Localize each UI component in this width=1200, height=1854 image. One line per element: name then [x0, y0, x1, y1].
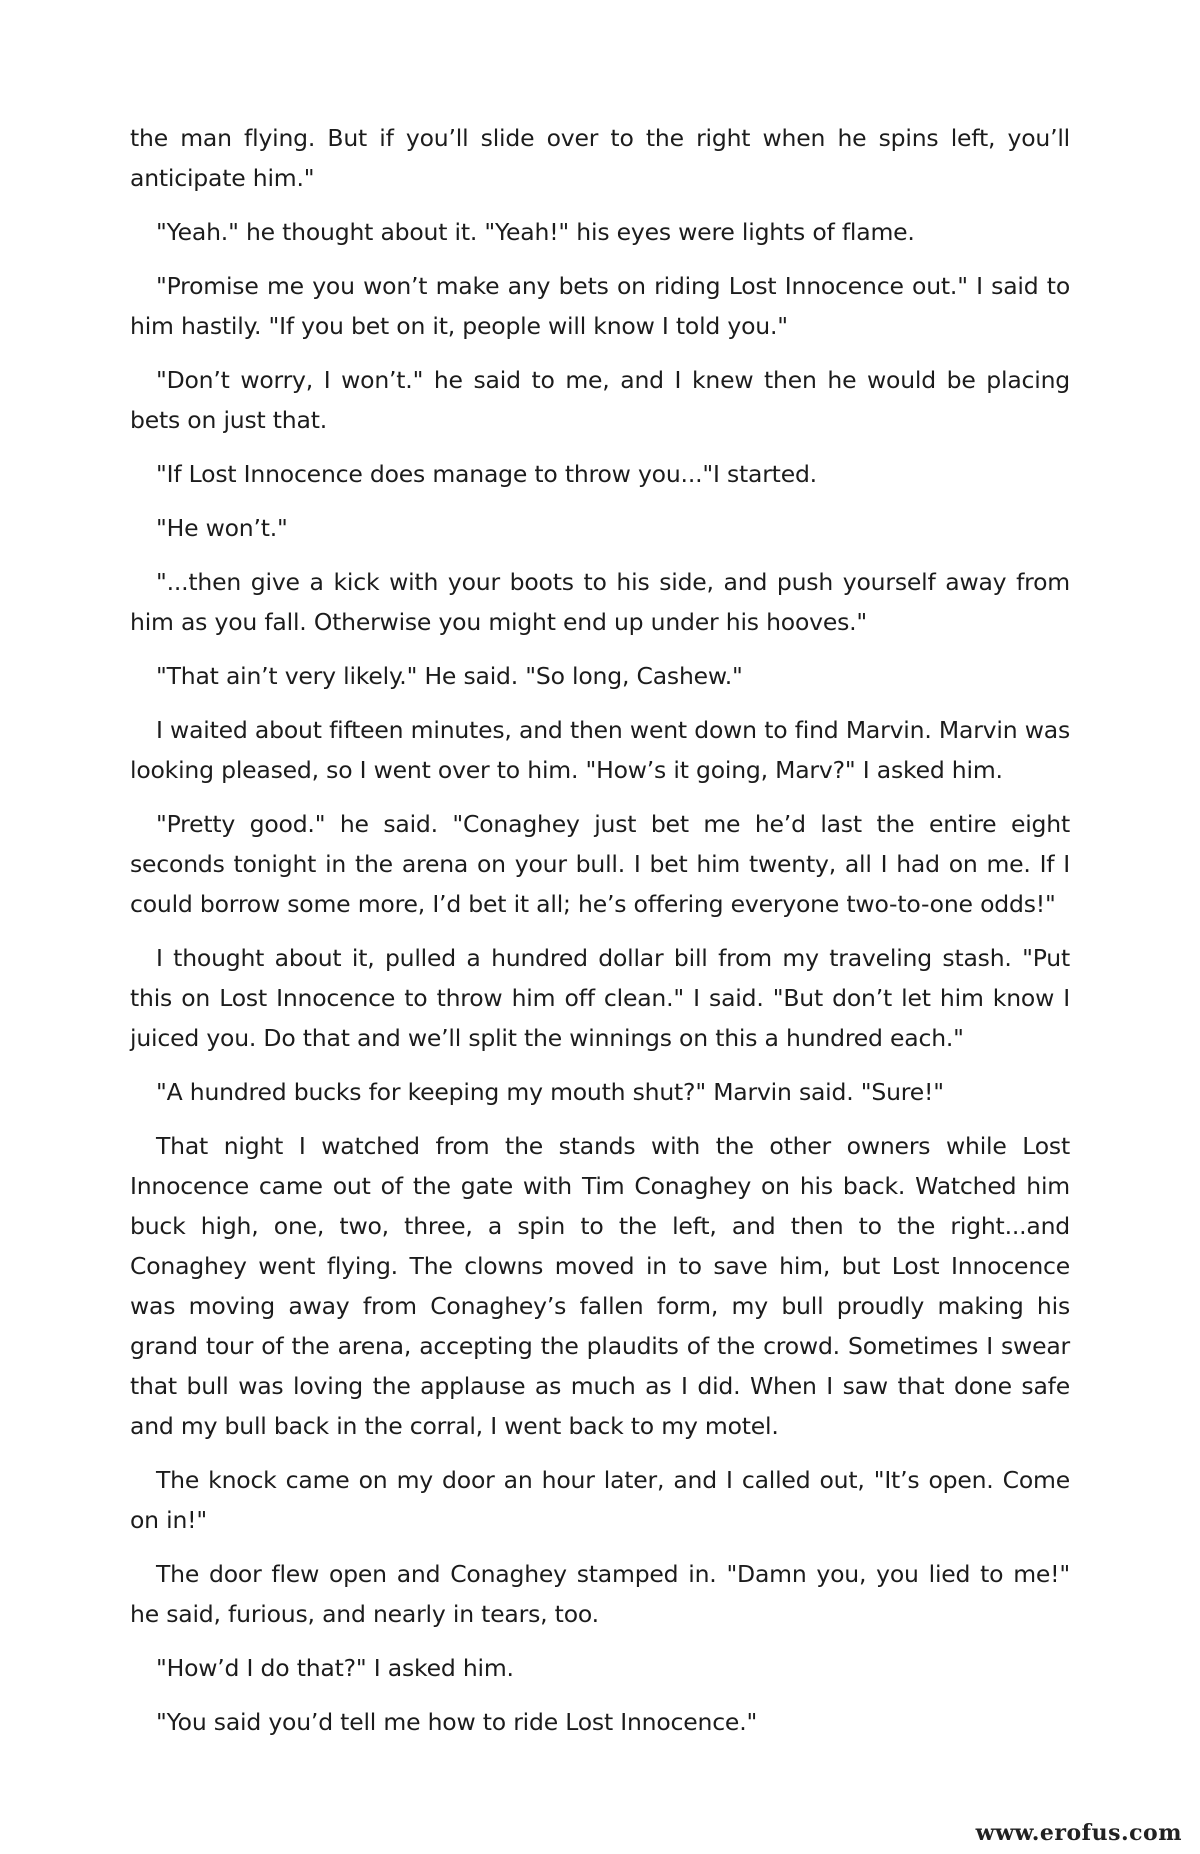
paragraph: The knock came on my door an hour later, and I called out, "It’s open. Come on in!": [130, 1466, 1070, 1534]
paragraph: "You said you’d tell me how to ride Lost Innocence.": [156, 1708, 758, 1736]
paragraph: "Don’t worry, I won’t." he said to me, and I knew then he would be placing bets on just that.: [130, 366, 1070, 434]
paragraph: "How’d I do that?" I asked him.: [156, 1654, 514, 1682]
paragraph: "...then give a kick with your boots to his side, and push yourself away from him as you fall. Otherwise you might end up under his hooves.": [130, 568, 1070, 636]
paragraph: "That ain’t very likely." He said. "So long, Cashew.": [156, 662, 743, 690]
page-text: [130, 118, 1070, 1756]
paragraph: That night I watched from the stands with the other owners while Lost Innocence came out of the gate with Tim Conaghey on his back. Watched him buck high, one, two, three, a spin to the left, and then to the right...and Conaghey went flying. The clowns moved in to save him, but Lost Innocence was moving away from Conaghey’s fallen form, my bull proudly making his grand tour of the arena, accepting the plaudits of the crowd. Sometimes I swear that bull was loving the applause as much as I did. When I saw that done safe and my bull back in the corral, I went back to my motel.: [130, 1132, 1070, 1440]
paragraph: The door flew open and Conaghey stamped in. "Damn you, you lied to me!" he said, furious, and nearly in tears, too.: [130, 1560, 1070, 1628]
paragraph: "Promise me you won’t make any bets on riding Lost Innocence out." I said to him hastily. "If you bet on it, people will know I told you.": [130, 272, 1070, 340]
paragraph: "A hundred bucks for keeping my mouth shut?" Marvin said. "Sure!": [156, 1078, 944, 1106]
paragraph: "He won’t.": [156, 514, 288, 542]
paragraph: "Pretty good." he said. "Conaghey just bet me he’d last the entire eight seconds tonight in the arena on your bull. I bet him twenty, all I had on me. If I could borrow some more, I’d bet it all; he’s offering everyone two-to-one odds!": [130, 810, 1070, 918]
paragraph: "If Lost Innocence does manage to throw you..."I started.: [156, 460, 817, 488]
paragraph: "Yeah." he thought about it. "Yeah!" his eyes were lights of flame.: [156, 218, 915, 246]
paragraph: the man flying. But if you’ll slide over to the right when he spins left, you’ll anticipate him.": [130, 124, 1070, 192]
paragraph: I waited about fifteen minutes, and then went down to find Marvin. Marvin was looking pleased, so I went over to him. "How’s it going, Marv?" I asked him.: [130, 716, 1070, 784]
paragraph: I thought about it, pulled a hundred dollar bill from my traveling stash. "Put this on Lost Innocence to throw him off clean." I said. "But don’t let him know I juiced you. Do that and we’ll split the winnings on this a hundred each.": [130, 944, 1070, 1052]
watermark: www.erofus.com: [975, 1820, 1182, 1846]
